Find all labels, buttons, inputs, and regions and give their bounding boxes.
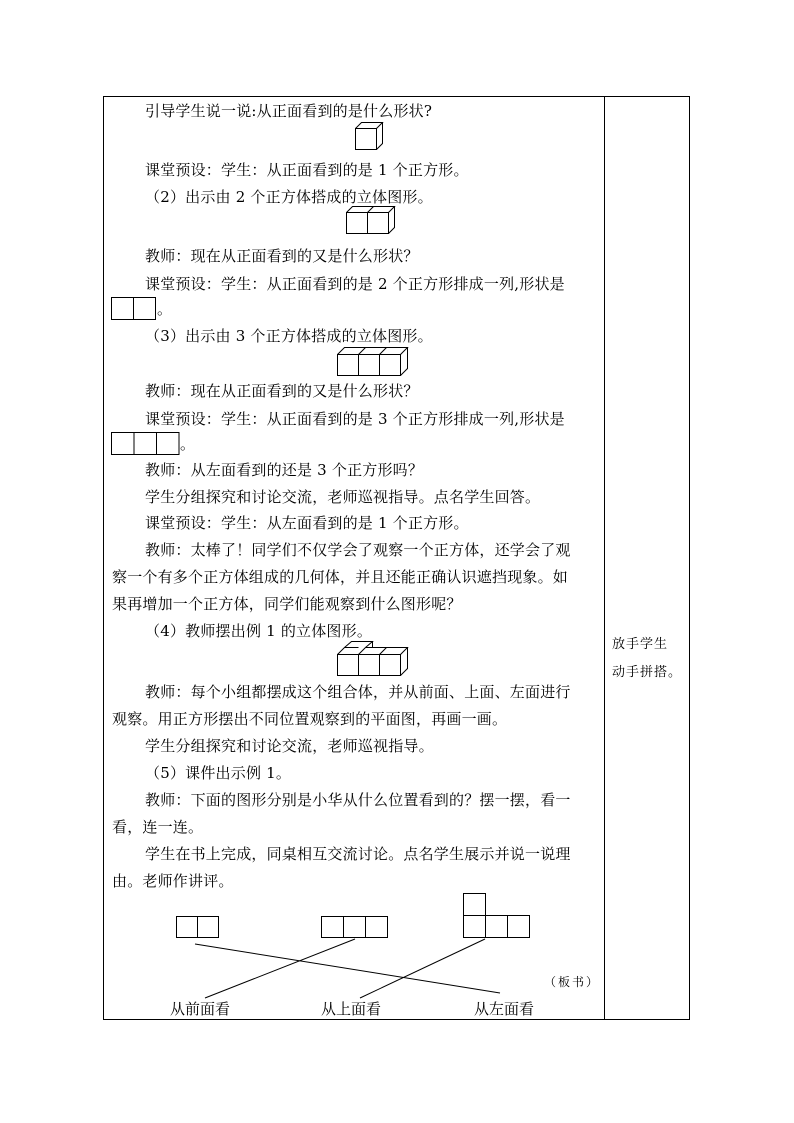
text-line: 由。老师作讲评。: [112, 872, 234, 890]
text-line: 学生分组探究和讨论交流，老师巡视指导。点名学生回答。: [145, 488, 541, 506]
label-left: 从左面看: [474, 1000, 535, 1018]
text-line: （3）出示由 3 个正方体搭成的立体图形。: [145, 327, 433, 345]
side-note-line: 动手拼搭。: [612, 665, 683, 680]
single-cube-figure: [355, 122, 385, 152]
board-note: （板书）: [544, 975, 601, 989]
text-line: 察一个有多个正方体组成的几何体，并且还能正确认识遮挡现象。如: [112, 568, 569, 586]
label-front: 从前面看: [170, 1000, 231, 1018]
text-line: 教师：现在从正面看到的又是什么形状？: [145, 247, 419, 265]
three-squares-front-view: [111, 432, 183, 456]
example-1-figure: [337, 641, 409, 677]
text-line: 教师：太棒了！同学们不仅学会了观察一个正方体，还学会了观: [145, 541, 571, 559]
text-line: 引导学生说一说:从正面看到的是什么形状?: [145, 102, 433, 120]
column-divider: [604, 96, 605, 1020]
label-top: 从上面看: [321, 1000, 382, 1018]
text-line: 教师：每个小组都摆成这个组合体，并从前面、上面、左面进行: [145, 683, 571, 701]
text-line: 学生在书上完成，同桌相互交流讨论。点名学生展示并说一说理: [145, 845, 571, 863]
text-line: 课堂预设：学生：从正面看到的是 2 个正方形排成一列,形状是: [145, 275, 565, 293]
side-note-line: 放手学生: [612, 637, 669, 652]
text-line: 教师：从左面看到的还是 3 个正方形吗？: [145, 461, 424, 479]
text-line: （5）课件出示例 1。: [145, 764, 292, 782]
text-line: （4）教师摆出例 1 的立体图形。: [145, 622, 373, 640]
text-line: 课堂预设：学生：从左面看到的是 1 个正方形。: [145, 514, 469, 532]
text-line: 。: [157, 300, 173, 318]
text-line: 观察。用正方形摆出不同位置观察到的平面图，再画一画。: [112, 710, 508, 728]
text-line: 教师：下面的图形分别是小华从什么位置看到的？摆一摆，看一: [145, 791, 571, 809]
text-line: 果再增加一个正方体，同学们能观察到什么图形呢？: [112, 595, 462, 613]
two-cubes-figure: [346, 206, 396, 236]
three-cubes-figure: [337, 347, 409, 377]
text-line: （2）出示由 2 个正方体搭成的立体图形。: [145, 188, 433, 206]
text-line: 课堂预设：学生：从正面看到的是 3 个正方形排成一列,形状是: [145, 410, 565, 428]
text-line: 。: [180, 435, 196, 453]
text-line: 学生分组探究和讨论交流，老师巡视指导。: [145, 737, 434, 755]
text-line: 教师：现在从正面看到的又是什么形状？: [145, 382, 419, 400]
two-squares-front-view: [111, 297, 161, 321]
text-line: 看，连一连。: [112, 818, 204, 836]
matching-diagram: [170, 888, 540, 998]
text-line: 课堂预设：学生：从正面看到的是 1 个正方形。: [145, 161, 469, 179]
